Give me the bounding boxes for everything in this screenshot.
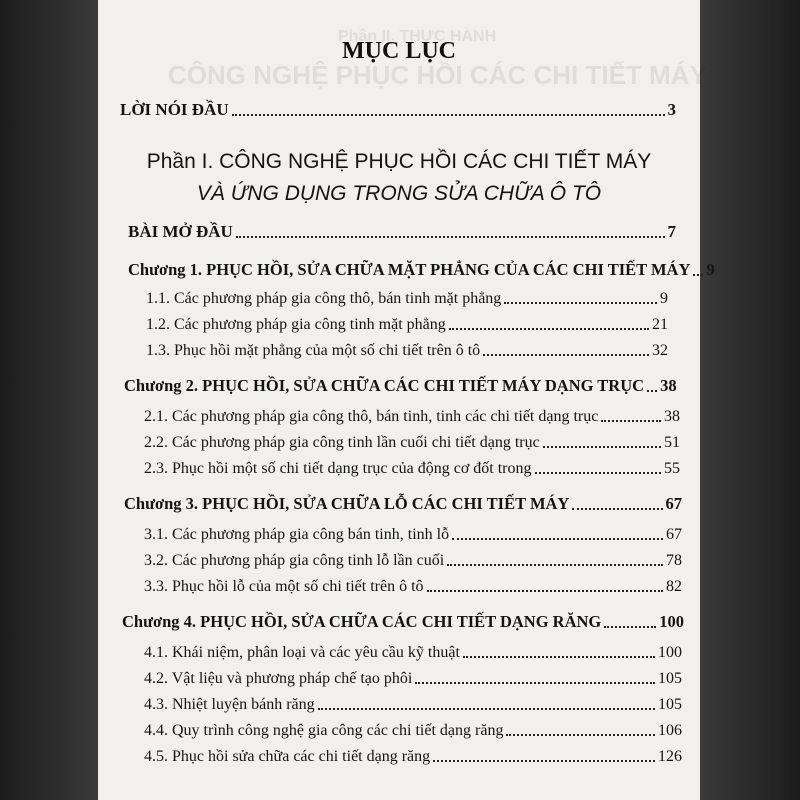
dot-leader bbox=[427, 590, 663, 592]
bleed-through-text: Phần II. THỰC HÀNH bbox=[338, 28, 497, 45]
chapter-label: Chương 1. PHỤC HỒI, SỬA CHỮA MẶT PHẲNG CỦA CÁC CHI TIẾT MÁY bbox=[128, 260, 691, 279]
section-label: 3.1. Các phương pháp gia công bán tinh, tinh lỗ bbox=[144, 526, 450, 543]
toc-section bbox=[144, 722, 682, 740]
section-page: 78 bbox=[666, 552, 682, 569]
section-page: 100 bbox=[658, 644, 682, 661]
toc-front-matter bbox=[120, 100, 676, 120]
dot-leader bbox=[483, 354, 649, 356]
section-label: 4.3. Nhiệt luyện bánh răng bbox=[144, 696, 315, 713]
section-page: 67 bbox=[666, 526, 682, 543]
dot-leader bbox=[535, 472, 661, 474]
section-page: 105 bbox=[658, 696, 682, 713]
toc-section bbox=[144, 696, 682, 714]
toc-chapter bbox=[122, 612, 684, 632]
section-label: 3.2. Các phương pháp gia công tinh lỗ lần cuối bbox=[144, 552, 445, 569]
dot-leader bbox=[647, 390, 657, 392]
toc-section bbox=[144, 670, 682, 688]
left-background bbox=[0, 0, 98, 800]
section-page: 32 bbox=[652, 342, 668, 359]
toc-section bbox=[144, 644, 682, 662]
section-label: 4.1. Khái niệm, phân loại và các yêu cầu kỹ thuật bbox=[144, 644, 460, 661]
chapter-page: 67 bbox=[665, 494, 682, 513]
dot-leader bbox=[693, 274, 703, 276]
dot-leader bbox=[232, 114, 665, 116]
bleed-through-text: CÔNG NGHỆ PHỤC HỒI CÁC CHI TIẾT MÁY bbox=[168, 60, 707, 90]
book-page bbox=[98, 0, 715, 800]
toc-label: BÀI MỞ ĐẦU bbox=[128, 222, 233, 241]
dot-leader bbox=[572, 508, 662, 510]
section-label: 2.3. Phục hồi một số chi tiết dạng trục của động cơ đốt trong bbox=[144, 460, 532, 477]
toc-section bbox=[144, 434, 680, 452]
section-label: 4.4. Quy trình công nghệ gia công các chi tiết dạng răng bbox=[144, 722, 504, 739]
chapter-page: 38 bbox=[660, 376, 677, 395]
section-page: 38 bbox=[664, 408, 680, 425]
toc-section bbox=[144, 526, 682, 544]
section-page: 9 bbox=[660, 290, 668, 307]
section-label: 4.5. Phục hồi sửa chữa các chi tiết dạng răng bbox=[144, 748, 431, 765]
dot-leader bbox=[506, 734, 655, 736]
toc-chapter bbox=[128, 260, 715, 280]
section-page: 55 bbox=[664, 460, 680, 477]
dot-leader bbox=[236, 236, 665, 238]
section-page: 51 bbox=[664, 434, 680, 451]
section-page: 82 bbox=[666, 578, 682, 595]
section-page: 21 bbox=[652, 316, 668, 333]
section-label: 1.3. Phục hồi mặt phẳng của một số chi tiết trên ô tô bbox=[146, 342, 481, 359]
toc-intro bbox=[128, 222, 676, 242]
section-page: 105 bbox=[658, 670, 682, 687]
dot-leader bbox=[543, 446, 661, 448]
page-title: MỤC LỤC bbox=[342, 38, 456, 64]
section-label: 3.3. Phục hồi lỗ của một số chi tiết trên ô tô bbox=[144, 578, 424, 595]
toc-page: 7 bbox=[667, 222, 676, 241]
chapter-label: Chương 3. PHỤC HỒI, SỬA CHỮA LỖ CÁC CHI TIẾT MÁY bbox=[124, 494, 570, 513]
section-label: 1.1. Các phương pháp gia công thô, bán tinh mặt phẳng bbox=[146, 290, 502, 307]
section-page: 126 bbox=[658, 748, 682, 765]
toc-section bbox=[146, 342, 668, 360]
toc-section bbox=[144, 748, 682, 766]
chapter-label: Chương 2. PHỤC HỒI, SỬA CHỮA CÁC CHI TIẾT MÁY DẠNG TRỤC bbox=[124, 376, 645, 395]
toc-section bbox=[144, 552, 682, 570]
dot-leader bbox=[504, 302, 657, 304]
dot-leader bbox=[449, 328, 649, 330]
toc-label: LỜI NÓI ĐẦU bbox=[120, 100, 229, 119]
part-title-line1: Phần I. CÔNG NGHỆ PHỤC HỒI CÁC CHI TIẾT MÁY bbox=[146, 150, 652, 173]
chapter-label: Chương 4. PHỤC HỒI, SỬA CHỮA CÁC CHI TIẾT DẠNG RĂNG bbox=[122, 612, 602, 631]
dot-leader bbox=[604, 626, 656, 628]
chapter-page: 100 bbox=[659, 612, 684, 631]
toc-chapter bbox=[124, 376, 677, 396]
dot-leader bbox=[463, 656, 655, 658]
toc-page: 3 bbox=[667, 100, 676, 119]
toc-section bbox=[146, 316, 668, 334]
section-label: 2.2. Các phương pháp gia công tinh lần cuối chi tiết dạng trục bbox=[144, 434, 540, 451]
dot-leader bbox=[433, 760, 655, 762]
toc-section bbox=[144, 408, 680, 426]
section-label: 2.1. Các phương pháp gia công thô, bán tinh, tinh các chi tiết dạng trục bbox=[144, 408, 599, 425]
section-label: 1.2. Các phương pháp gia công tinh mặt phẳng bbox=[146, 316, 446, 333]
section-label: 4.2. Vật liệu và phương pháp chế tạo phôi bbox=[144, 670, 413, 687]
section-page: 106 bbox=[658, 722, 682, 739]
dot-leader bbox=[601, 420, 661, 422]
toc-section bbox=[144, 578, 682, 596]
toc-section bbox=[146, 290, 668, 308]
dot-leader bbox=[447, 564, 663, 566]
part-title-line2: VÀ ỨNG DỤNG TRONG SỬA CHỮA Ô TÔ bbox=[196, 182, 602, 205]
chapter-page: 9 bbox=[706, 260, 715, 279]
toc-section bbox=[144, 460, 680, 478]
toc-chapter bbox=[124, 494, 682, 514]
dot-leader bbox=[318, 708, 655, 710]
dot-leader bbox=[415, 682, 655, 684]
dot-leader bbox=[452, 538, 663, 540]
right-background bbox=[700, 0, 800, 800]
